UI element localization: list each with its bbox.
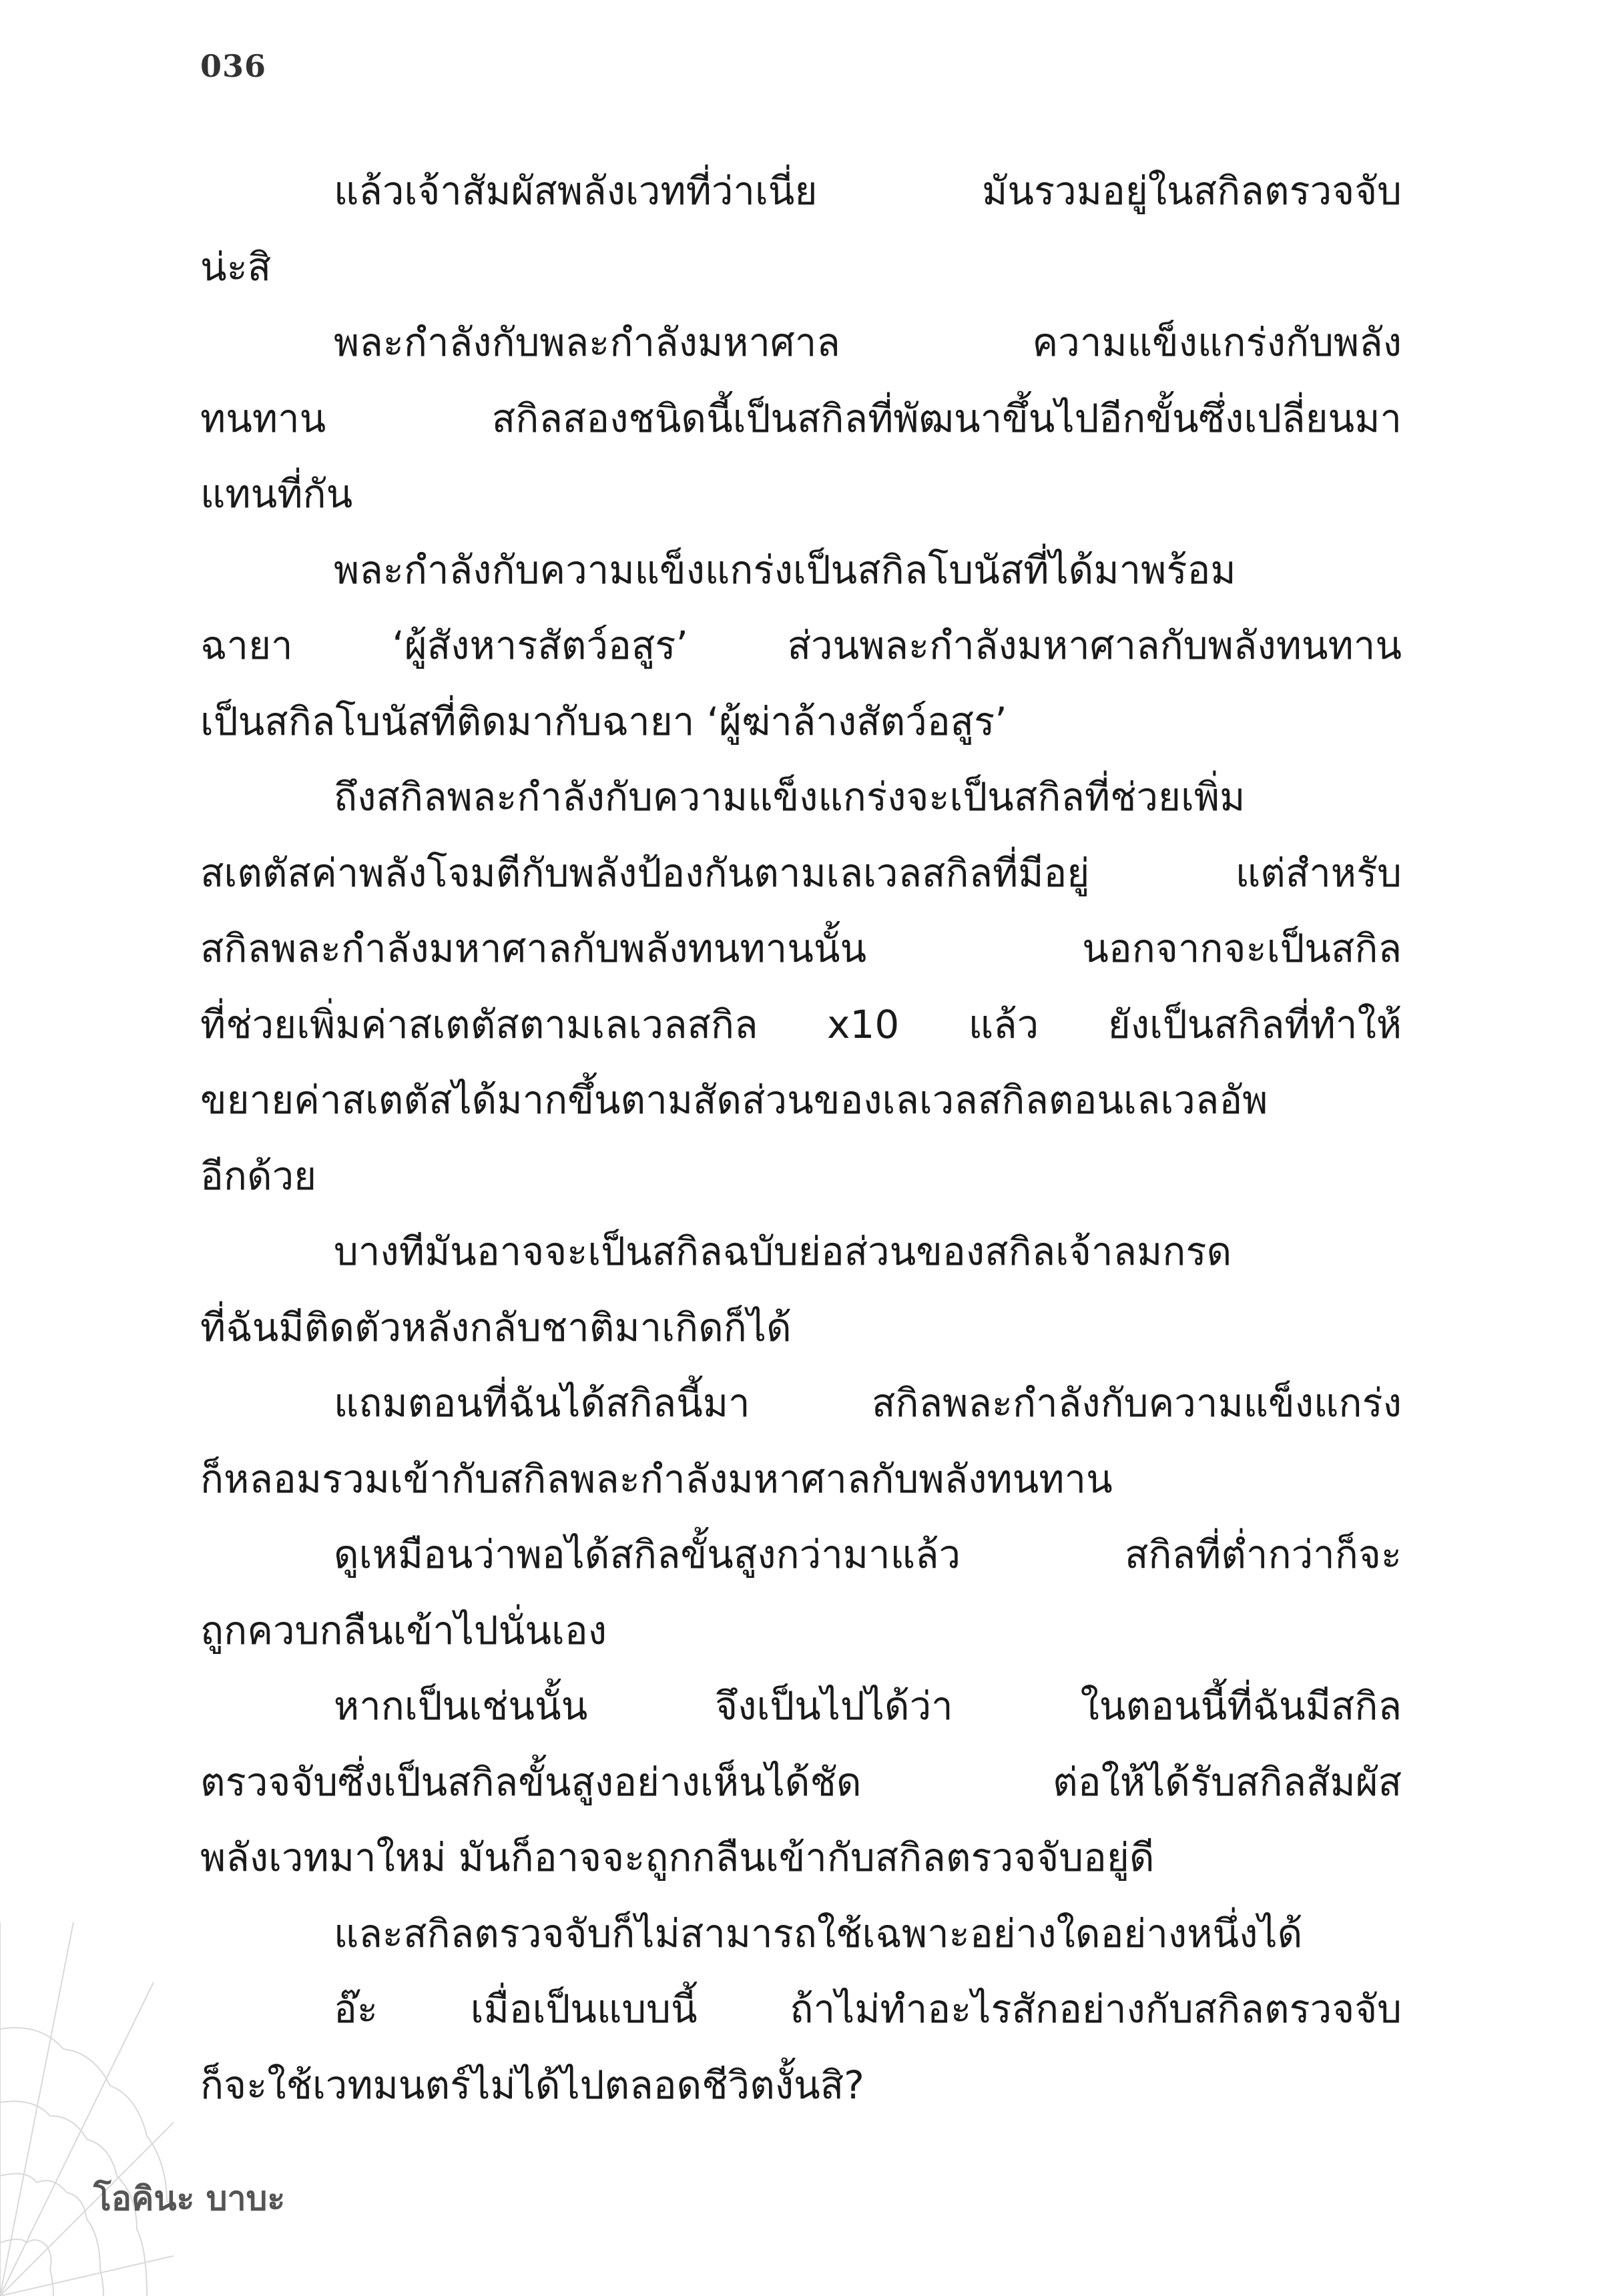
text-line: แถมตอนที่ฉันได้สกิลนี้มา สกิลพละกำลังกับความแข็งแกร่ง: [334, 1380, 1402, 1426]
text-line: ดูเหมือนว่าพอได้สกิลขั้นสูงกว่ามาแล้ว สกิลที่ต่ำกว่าก็จะ: [334, 1532, 1402, 1577]
text-line: แล้วเจ้าสัมผัสพลังเวทที่ว่าเนี่ย มันรวมอยู่ในสกิลตรวจจับ: [334, 168, 1402, 214]
text-line: ถึงสกิลพละกำลังกับความแข็งแกร่งจะเป็นสกิลที่ช่วยเพิ่ม: [334, 774, 1246, 820]
text-line: สกิลพละกำลังมหาศาลกับพลังทนทานนั้น นอกจากจะเป็นสกิล: [200, 926, 1402, 971]
text-line: เป็นสกิลโบนัสที่ติดมากับฉายา ‘ผู้ฆ่าล้างสัตว์อสูร’: [200, 698, 1007, 744]
text-line: พละกำลังกับพละกำลังมหาศาล ความแข็งแกร่งกับพลัง: [334, 320, 1402, 365]
text-line: ที่ฉันมีติดตัวหลังกลับชาติมาเกิดก็ได้: [200, 1304, 792, 1350]
text-line: บางทีมันอาจจะเป็นสกิลฉบับย่อส่วนของสกิลเจ้าลมกรด: [334, 1229, 1232, 1274]
text-line: อีกด้วย: [200, 1153, 317, 1199]
text-line: หากเป็นเช่นนั้น จึงเป็นไปได้ว่า ในตอนนี้ที่ฉันมีสกิล: [334, 1683, 1402, 1729]
text-line: และสกิลตรวจจับก็ไม่สามารถใช้เฉพาะอย่างใดอย่างหนึ่งได้: [334, 1910, 1303, 1956]
text-line: ก็หลอมรวมเข้ากับสกิลพละกำลังมหาศาลกับพลังทนทาน: [200, 1456, 1113, 1502]
text-line: ขยายค่าสเตตัสได้มากขึ้นตามสัดส่วนของเลเวลสกิลตอนเลเวลอัพ: [200, 1077, 1268, 1123]
text-line: พละกำลังกับความแข็งแกร่งเป็นสกิลโบนัสที่ได้มาพร้อม: [334, 547, 1236, 593]
text-line: ก็จะใช้เวทมนตร์ไม่ได้ไปตลอดชีวิตงั้นสิ?: [200, 2062, 864, 2108]
footer-author: โอคินะ บาบะ: [93, 2179, 286, 2218]
text-line: น่ะสิ: [200, 244, 272, 290]
text-line: ถูกควบกลืนเข้าไปนั่นเอง: [200, 1607, 607, 1653]
text-line: ฉายา ‘ผู้สังหารสัตว์อสูร’ ส่วนพละกำลังมหาศาลกับพลังทนทาน: [200, 623, 1402, 668]
text-line: สเตตัสค่าพลังโจมตีกับพลังป้องกันตามเลเวลสกิลที่มีอยู่ แต่สำหรับ: [200, 850, 1402, 896]
cobweb-icon: [0, 1922, 174, 2296]
text-line: ที่ช่วยเพิ่มค่าสเตตัสตามเลเวลสกิล x10 แล้ว ยังเป็นสกิลที่ทำให้: [200, 1001, 1402, 1047]
text-line: แทนที่กัน: [200, 471, 353, 517]
body-text: [200, 154, 1402, 2123]
text-line: อ๊ะ เมื่อเป็นแบบนี้ ถ้าไม่ทำอะไรสักอย่างกับสกิลตรวจจับ: [334, 1986, 1402, 2032]
page-number: 036: [200, 48, 267, 84]
text-line: ตรวจจับซึ่งเป็นสกิลขั้นสูงอย่างเห็นได้ชัด ต่อให้ได้รับสกิลสัมผัส: [200, 1759, 1402, 1805]
text-line: ทนทาน สกิลสองชนิดนี้เป็นสกิลที่พัฒนาขึ้นไปอีกขั้นซึ่งเปลี่ยนมา: [200, 395, 1402, 441]
text-line: พลังเวทมาใหม่ มันก็อาจจะถูกกลืนเข้ากับสกิลตรวจจับอยู่ดี: [200, 1835, 1155, 1880]
